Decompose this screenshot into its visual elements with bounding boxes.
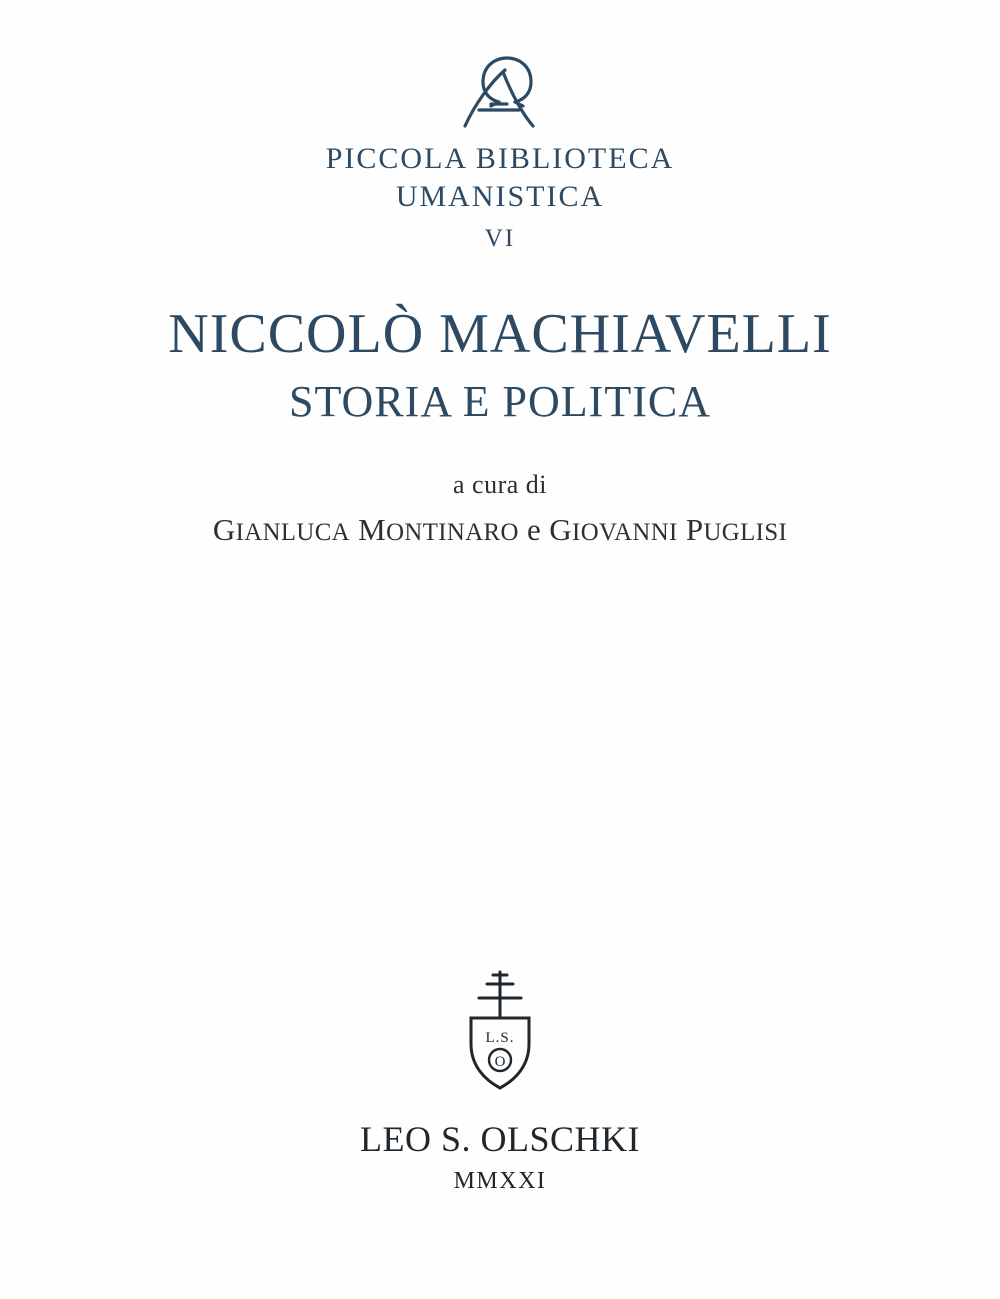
- editors-names: GIANLUCA MONTINARO e GIOVANNI PUGLISI: [212, 512, 788, 547]
- svg-text:O: O: [494, 1054, 506, 1070]
- page-title: NICCOLÒ MACHIAVELLI: [168, 303, 832, 365]
- svg-text:L.S.: L.S.: [485, 1030, 515, 1046]
- series-name-line2: UMANISTICA: [395, 179, 605, 213]
- page-subtitle: STORIA E POLITICA: [289, 376, 711, 426]
- publisher-name: LEO S. OLSCHKI: [359, 1119, 640, 1159]
- series-name: [0, 140, 1000, 215]
- editors-block: [0, 470, 1000, 548]
- publication-year: MMXXI: [453, 1168, 547, 1194]
- editors-role-label: a cura di: [452, 470, 547, 499]
- series-block: [0, 52, 1000, 253]
- series-name-line1: PICCOLA BIBLIOTECA: [325, 142, 675, 175]
- title-block: [0, 305, 1000, 427]
- alpha-omega-monogram-icon: [445, 52, 555, 130]
- series-number: VI: [484, 225, 516, 252]
- publisher-block: [0, 968, 1000, 1195]
- olschki-cross-shield-icon: [457, 968, 543, 1096]
